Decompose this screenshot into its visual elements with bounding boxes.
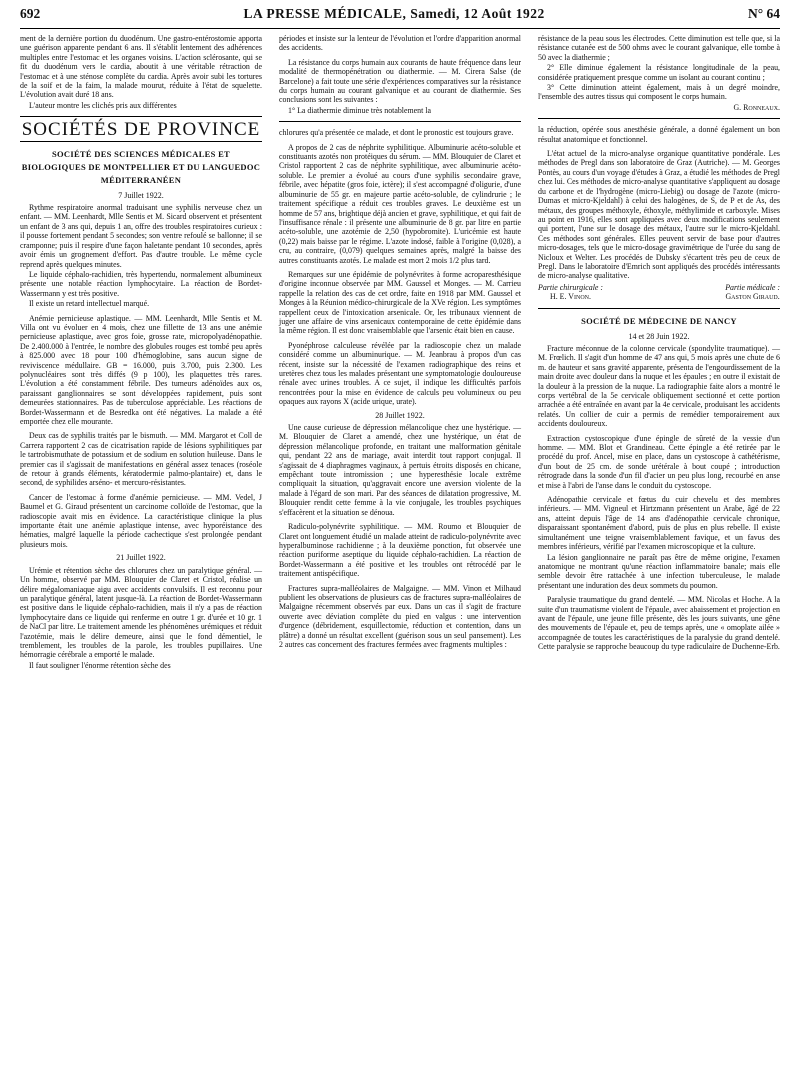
- society-name: SOCIÉTÉ DE MÉDECINE DE NANCY: [581, 315, 737, 326]
- paragraph: La résistance du corps humain aux courants de haute fréquence dans leur modalité de thermopénétration ou diathermie. — M. Cirera Salse (de Barcelone) a fait toute une série d'expériences comparatives sur la résistance du corps humain au courant galvanique et au courant de diathermie. Ses conclusions sont les suivantes :: [279, 57, 521, 105]
- paragraph: Fracture méconnue de la colonne cervicale (spondylite traumatique). — M. Frœlich. Il s'agit d'un homme de 47 ans qui, 5 mois après une chute de 6 m. de hauteur et sans gravité apparente, présenta de l'engourdissement de la main droite avec douleur dans la nuque et les épaules ; en outre il existait de la douleur à la pression de la nuque. La radiographie faite alors a montré le corps vertébral de la 5e cervicale obliquement sectionné et cette portion arrachée a été entraînée en avant par la 4e cervicale, produisant les accidents relatés. Un collier de cuir a permis de remédier temporairement aux accidents douloureux.: [538, 343, 780, 429]
- divider: [538, 308, 780, 309]
- paragraph: 1° La diathermie diminue très notablement la: [288, 105, 431, 115]
- signature-right: [725, 283, 780, 302]
- page-number: 692: [20, 6, 41, 21]
- signature-left: [538, 283, 603, 302]
- paragraph: Urémie et rétention sèche des chlorures chez un paralytique général. — Un homme, observé par MM. Blouquier de Claret et Cristol, réalise un délire mégalomaniaque aigu avec accidents convulsifs. Il est reconnu pour un paralytique général, latent jusque-là. La réaction de Bordet-Wassermann est positive dans le liquide céphalo-rachidien, mais il n'y a pas de réaction lymphocytaire dans ce liquide qui renferme en outre 1 gr. d'urée et 10 gr. 1 de NaCl par litre. Le traitement amende les phénomènes urémiques et réduit l'azotémie, mais le délire demeure, ainsi que le fond démentiel, le tremblement, les troubles de la parole, les troubles pupillaires. Une hémorragie cérébrale a emporté le malade.: [20, 565, 262, 660]
- paragraph: la réduction, opérée sous anesthésie générale, a donné également un bon résultat anatomique et fonctionnel.: [538, 125, 780, 144]
- signature-name: Gaston Giraud.: [725, 292, 780, 302]
- divider: [279, 121, 521, 122]
- paragraph: Deux cas de syphilis traités par le bismuth. — MM. Margarot et Coll de Carrera rapportent 2 cas de cicatrisation rapide de lésions syphilitiques par le tartrobismuthate de potassium et de sodium en solution huileuse. Dans le premier cas il s'agissait de manifestations en général assez tenaces (roséole de retour à grands éléments, kératodermie palmo-plantaire) et, dans le second, de syphilides arséno- et mercuro-résistantes.: [20, 431, 262, 488]
- paragraph: Anémie pernicieuse aplastique. — MM. Leenhardt, Mlle Sentis et M. Villa ont vu évoluer en 4 mois, chez une fillette de 13 ans une anémie pernicieuse aplastique, avec gros foie, grosse rate, micropolyadénopathie. De 2.400.000 à l'entrée, le nombre des globules rouges est tombé peu après à 825.000 avec 18 pour 100 d'hémoglobine, sans aucun signe de reviviscence médullaire. GB = 16.000, puis 3.700, puis 2.300. Les polynucléaires sont très diffés (9 p 100), les plaquettes très rares. L'évolution a été constamment fébrile. Des tumeurs adénoïdes aux os, paraissant ganglionnaires se sont développées rapidement, puis sont demeurées stationnaires. Pas de tuberculose appréciable. Les réactions de Bordet-Wassermann et de Besredka ont été négatives. La malade a été emportée chez elle mourante.: [20, 313, 262, 426]
- divider: [20, 141, 262, 142]
- paragraph: Le liquide céphalo-rachidien, très hypertendu, normalement albumineux présente une notable réaction lymphocytaire. La réaction de Bordet-Wassermann y est très positive.: [20, 269, 262, 298]
- paragraph: Paralysie traumatique du grand dentelé. — MM. Nicolas et Hoche. A la suite d'un traumatisme violent de l'épaule, avec abaissement et projection en avant de l'épaule, une jeune fille présente, dès les jours suivants, une gêne des mouvements de l'épaule et, peu de temps après, une « omoplate ailée » accompagnée de toutes les caractéristiques de la paralysie du grand dentelé. Cette paralysie se rapproche beaucoup du type radiculaire de Duchenne-Erb.: [538, 595, 780, 652]
- paragraph: L'auteur montre les clichés pris aux différentes: [29, 100, 177, 110]
- column-1: [20, 34, 262, 671]
- session-date: 28 Juillet 1922.: [375, 410, 425, 420]
- column-2: [279, 34, 521, 650]
- paragraph: Une cause curieuse de dépression mélancolique chez une hystérique. — M. Blouquier de Claret a amendé, chez une hystérique, un état de dépression mélancolique profonde, en traitant une malformation génitale qui, pendant 22 ans de mariage, avait interdit tout rapport conjugal. Il s'agissait de 4 diaphragmes vaginaux, à pertuis étroits disposés en chicane, empêchant toute intromission ; une hyperesthésie locale extrême compliquait la situation, qu'aggravait encore une aversion violente de la malade à l'égard de son mari. Par des séances de dilatation progressive, M. Blouquier rendit cette femme à la vie conjugale, les troubles psychiques s'effacèrent et la situation se dénoua.: [279, 423, 521, 517]
- paragraph: Radiculo-polynévrite syphilitique. — MM. Roumo et Blouquier de Claret ont longuement étudié un malade atteint de radiculo-polynévrite avec hyperalbuminose rachidienne ; à la deuxième ponction, fut observée une réaction puriforme aseptique du liquide céphalo-rachidien. La réaction de Bordet-Wassermann a été positive et les troubles ont rétrocédé par le traitement antispécifique.: [279, 522, 521, 579]
- signature-label: Partie médicale :: [725, 282, 780, 292]
- paragraph: Extraction cystoscopique d'une épingle de sûreté de la vessie d'un homme. — MM. Blot et Grandineau. Cette épingle a été retirée par le procédé du prof. Ancel, mise en place, dans un cystoscope à cathétérisme, d'un bout de 25 cm. de sonde urétérale à bout coupé ; introduction rétrograde dans la sonde d'un fil d'acier un peu plus long, recourbé en anse et mise à l'abri de l'anse dans le conduit du cystoscope.: [538, 433, 780, 490]
- session-date: 7 Juillet 1922.: [118, 190, 164, 200]
- paragraph: Il faut souligner l'énorme rétention sèche des: [29, 660, 171, 670]
- paragraph: Il existe un retard intellectuel marqué.: [29, 299, 150, 309]
- divider: [538, 118, 780, 119]
- session-date: 14 et 28 Juin 1922.: [628, 331, 690, 341]
- signature-name: H. E. Vinon.: [550, 292, 591, 302]
- session-date: 21 Juillet 1922.: [116, 553, 166, 563]
- paragraph: périodes et insiste sur la lenteur de l'évolution et l'ordre d'apparition anormal des accidents.: [279, 34, 521, 53]
- paragraph: L'état actuel de la micro-analyse organique quantitative pondérale. Les méthodes de Pregl dans son laboratoire de Graz (Autriche). — M. Georges Pontès, au cours d'un voyage d'études à Graz, a étudié les méthodes de Pregl chez lui. Ces méthodes de micro-analyse quantitative s'appliquent au dosage du carbone et de l'hydrogène (micro-Liebig) ou dosage de l'azote (micro-Dumas et micro-Kjeldahl) à celui des halogènes, de S, de P et de As, des métaux, des groupes méthoxyle, éthoxyle, méthylimide et carboxyle. Mises au point en 1916, elles sont appliquées avec deux modifications seulement qui portent, l'une sur le dosage des métaux, l'autre sur le micro-Kjeldahl. Ces méthodes sont générales. Elles peuvent servir de base pour d'autres micro-dosages, tels que le micro-dosage gravimétrique de l'urée du sang de Nicloux et Welter. Les procédés de Dubsky s'écartent très peu de ceux de Pregl. Dans le laboratoire d'Emrich sont appliqués des procédés intéressants de micro-analyse qualitative.: [538, 149, 780, 281]
- paragraph: La lésion ganglionnaire ne paraît pas être de même origine, l'examen anatomique ne montrant qu'une réaction inflammatoire banale; mais elle semble devoir être rattachée à une infection tuberculeuse, le malade présentant une induration des deux sommets du poumon.: [538, 552, 780, 590]
- author-signature: G. Ronneaux.: [733, 102, 780, 112]
- paragraph: A propos de 2 cas de néphrite syphilitique. Albuminurie acéto-soluble et constituants azotés non protéiques du sérum. — MM. Blouquier de Claret et Cristol rapportent 2 cas de néphrite syphilitique, avec albuminurie acéto-soluble. Le premier a évolué au cours d'une syphilis secondaire grave, fébrile, avec hépatite (gros foie, ictère); il s'est accompagné d'oligurie, d'une albuminurie de 55 gr. en majeure partie acéto-soluble, de cylindrurie ; le traitement spécifique a réduit ces troubles graves. Le deuxième est un homme de 57 ans, brightique déjà ancien et grave, syphilitique, et qui fait de l'insuffisance rénale : il présente une albuminurie de 8 gr. par litre en partie acéto-soluble, une azotémie de 2,50 (hypobromite). L'uricémie est haute (0,22) mais baisse par le régime. L'azote indosé, faible à l'origine (0,028), a cru, au contraire, (0,079) quelques semaines après, malgré la baisse des autres constituants azotés. Le malade est mort 2 mois 1/2 plus tard.: [279, 142, 521, 265]
- paragraph: 2° Elle diminue également la résistance longitudinale de la peau, considérée pratiquement presque comme un isolant au courant continu ;: [538, 63, 780, 82]
- paragraph: 3° Cette diminution atteint également, mais à un degré moindre, l'ensemble des autres tissus qui composent le corps humain.: [538, 83, 780, 102]
- paragraph: Remarques sur une épidémie de polynévrites à forme acroparesthésique d'origine inconnue observée par MM. Gaussel et Monges. — M. Carrieu rappelle la relation des cas de cet ordre, faite en 1918 par MM. Gaussel et Monges à la Réunion médico-chirurgicale de la XVe région. Les symptômes rappellent ceux de l'intoxication arsenicale. Or, les tribunaux viennent de juger une affaire de vins arsenicaux contemporaine de cette épidémie dans la même région. Il est donc vraisemblable que l'arsenic était bien en cause.: [279, 269, 521, 336]
- page-header: [20, 6, 780, 29]
- paragraph: Fractures supra-malléolaires de Malgaigne. — MM. Vinon et Milhaud publient les observations de plusieurs cas de fractures supra-malléolaires de Malgaigne récemment observés par eux. Dans un cas il s'agit de fracture ouverte avec déviation complète du pied en valgus : une intervention d'urgence (débridement, esquillectomie, réduction et contention, dans un plâtre) a donné un résultat excellent (guérison sous un seul pansement). Les 2 autres cas concernent des fractures fermées avec fragments multiples :: [279, 583, 521, 649]
- paragraph: ment de la dernière portion du duodénum. Une gastro-entérostomie apporta une guérison apparente pendant 6 ans. Il s'établit lentement des adhérences multiples entre l'estomac et les organes voisins. L'action sclérosante, qui se fit du duodénum vers le cardia, aboutit à une véritable rétraction de l'estomac et à une sténose complète du cardia. Après avoir subi les tortures de la soif et de la faim, la malade mourut, réduite à l'état de squelette. L'évolution avait duré 18 ans.: [20, 34, 262, 100]
- paragraph: Pyonéphrose calculeuse révélée par la radioscopie chez un malade considéré comme un albuminurique. — M. Jeanbrau à propos d'un cas récent, insiste sur la nécessité de l'examen radiographique des reins et uretères chez tous les malades présentant une symptomatologie douloureuse rénale avec urines troubles. A ce sujet, il indique les difficultés parfois rencontrées pour la mise en évidence de calculs peu volumineux ou peu opaques aux rayons X (acide urique, urate).: [279, 340, 521, 407]
- issue-number: N° 64: [747, 6, 780, 21]
- paragraph: Cancer de l'estomac à forme d'anémie pernicieuse. — MM. Vedel, J Baumel et G. Giraud présentent un carcinome colloïde de l'estomac, que la radioscopie avait mis en évidence. La caractéristique clinique la plus importante était une anémie aplastique intense, avec hyporéistance des hématies, malgré laquelle la période cachectique s'est prolongée pendant plusieurs mois.: [20, 492, 262, 549]
- signatures: [538, 283, 780, 302]
- section-title: SOCIÉTÉS DE PROVINCE: [21, 119, 261, 141]
- divider: [20, 116, 262, 117]
- paragraph: Adénopathie cervicale et fœtus du cuir chevelu et des membres inférieurs. — MM. Vigneul et Hirtzmann présentent un Arabe, âgé de 22 ans, atteint depuis l'âge de 14 ans d'adénopathie cervicale chronique, disparaissant spontanément d'abord, puis de plus en plus rebelle. Il existe simultanément une teigne vraisemblablement favique, et un favus des membres inférieurs, vérifié par l'examen microscopique et la culture.: [538, 495, 780, 552]
- society-name: SOCIÉTÉ DES SCIENCES MÉDICALES ET BIOLOGIQUES DE MONTPELLIER ET DU LANGUEDOC MÉDITERRANÉEN: [21, 148, 261, 185]
- signature-label: Partie chirurgicale :: [538, 282, 604, 292]
- paragraph: Rythme respiratoire anormal traduisant une syphilis nerveuse chez un enfant. — MM. Leenhardt, Mlle Sentis et M. Sicard observent et présentent un enfant de 3 ans qui, depuis 1 an, offre des troubles respiratoires curieux : il pousse fortement pendant 5 secondes; son ventre refoulé se ballonne; il se cramponne; puis il respire d'une façon haletante pendant 10 secondes, après avoir émis un grognement d'effort. Pas d'autre trouble. Le même cycle reprend après quelques minutes.: [20, 203, 262, 269]
- paragraph: chlorures qu'a présentée ce malade, et dont le pronostic est toujours grave.: [279, 128, 514, 138]
- journal-title: LA PRESSE MÉDICALE, Samedi, 12 Août 1922: [243, 6, 545, 21]
- column-3: [538, 34, 780, 653]
- paragraph: résistance de la peau sous les électrodes. Cette diminution est telle que, si la résistance cutanée est de 500 ohms avec le courant galvanique, elle tombe à 50 avec la diathermie ;: [538, 34, 780, 62]
